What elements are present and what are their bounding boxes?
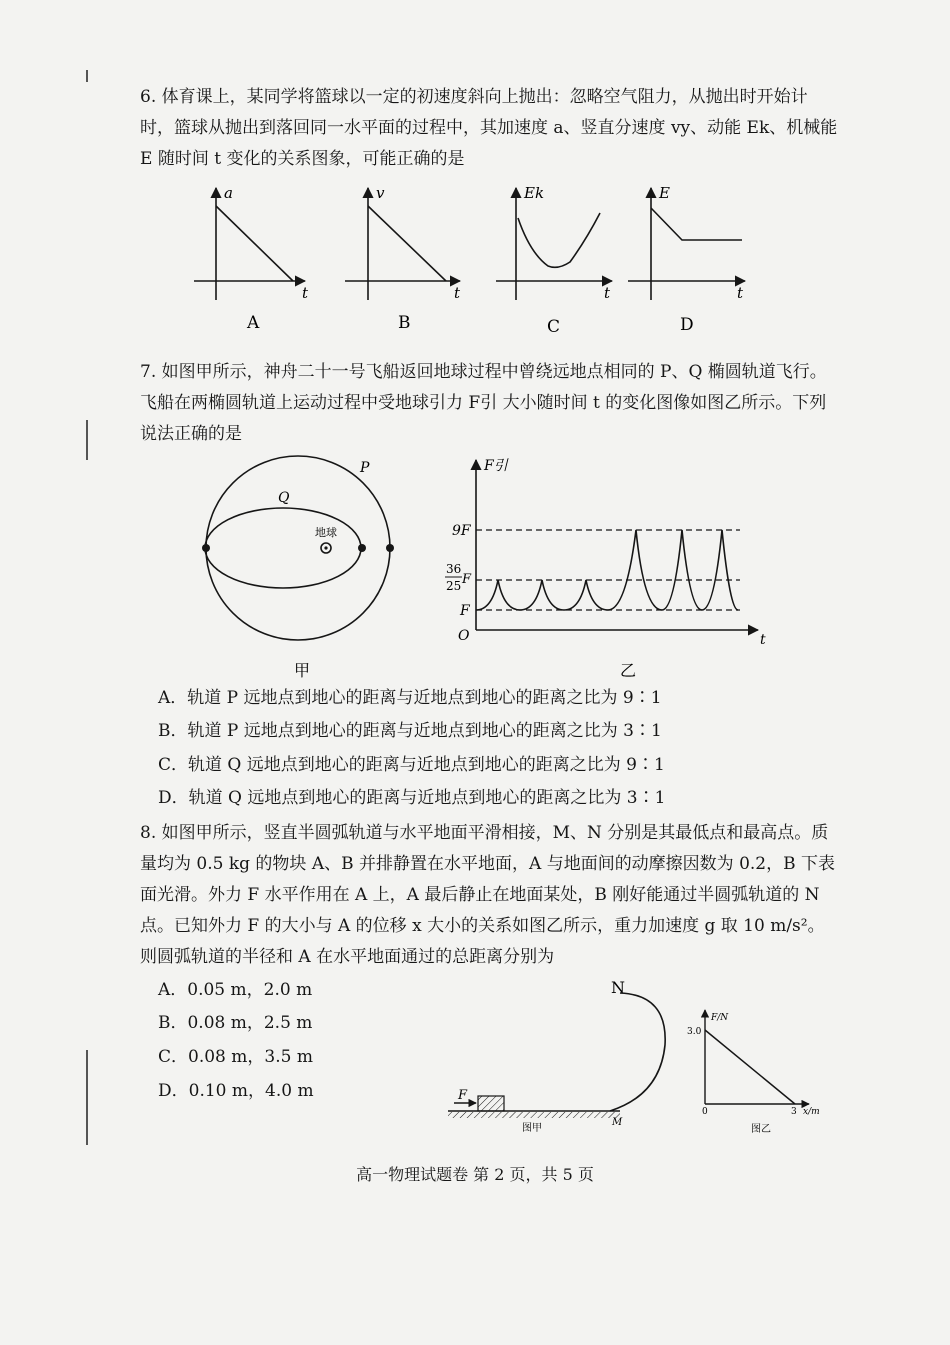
origin-label: O — [458, 628, 470, 644]
graph-b-xlabel: t — [454, 284, 461, 302]
orbit-p-label: P — [360, 460, 370, 476]
orbit-diagram — [190, 450, 420, 690]
graph-c-xlabel: t — [604, 284, 611, 302]
question-6-graphs — [0, 178, 950, 348]
q7-option-c: C．轨道 Q 远地点到地心的距离与近地点到地心的距离之比为 9∶1 — [158, 755, 665, 775]
q8-option-a: A．0.05 m，2.0 m — [158, 980, 313, 1000]
option-b-label: B — [398, 313, 411, 333]
binding-margin-line — [86, 70, 88, 82]
fx-x-tick: 3 — [791, 1107, 797, 1117]
force-curve — [476, 530, 738, 610]
option-a-label: A — [247, 313, 260, 333]
fx-xlabel: x/m — [803, 1107, 820, 1117]
q7-option-a: A．轨道 P 远地点到地心的距离与近地点到地心的距离之比为 9∶1 — [158, 688, 662, 708]
blocks-ab — [478, 1096, 504, 1111]
q8-option-c: C．0.08 m，3.5 m — [158, 1047, 313, 1067]
graph-a — [194, 184, 309, 333]
option-c-label: C — [547, 317, 561, 337]
force-f-label: F — [458, 1088, 468, 1103]
question-6-text: 6. 体育课上，某同学将篮球以一定的初速度斜向上抛出：忽略空气阻力，从抛出时开始计时，篮球从抛出到落回同一水平面的过程中，其加速度 a、竖直分速度 vy、动能 Ek、机械能 E 随时间 t 变化的关系图象，可能正确的是 — [140, 87, 838, 169]
graph-a-xlabel: t — [302, 284, 309, 302]
q8-option-d: D．0.10 m，4.0 m — [158, 1081, 314, 1101]
level-36: 36 — [446, 562, 462, 576]
force-time-graph — [440, 450, 780, 680]
orbit-q-label: Q — [278, 490, 290, 506]
q7-option-b: B．轨道 P 远地点到地心的距离与近地点到地心的距离之比为 3∶1 — [158, 721, 662, 741]
figure-b-caption: 乙 — [620, 661, 637, 680]
graph-b — [345, 184, 461, 333]
question-7 — [140, 357, 840, 450]
semicircle-track — [610, 993, 665, 1111]
binding-margin-line — [86, 420, 88, 460]
figure-a-caption: 甲 — [294, 661, 311, 680]
question-8-text: 8. 如图甲所示，竖直半圆弧轨道与水平地面平滑相接，M、N 分别是其最低点和最高点。质量均为 0.5 kg 的物块 A、B 并排静置在水平地面，A 与地面间的动摩擦因数为 0.2，B 下表面光滑。外力 F 水平作用在 A 上，A 最后静止在地面某处，B 刚好能通过半圆弧轨道的 N 点。已知外力 F 的大小与 A 的位移 x 大小的关系如图乙所示，重力加速度 g 取 10 m/s²。则圆弧轨道的半径和 A 在水平地面通过的总距离分别为 — [140, 823, 836, 967]
binding-margin-line — [86, 1050, 88, 1145]
graph-t-xlabel: t — [760, 632, 766, 648]
level-f: F — [460, 603, 470, 619]
perigee-point-q — [358, 544, 366, 552]
earth-label: 地球 — [315, 526, 337, 539]
fx-y-tick: 3.0 — [687, 1027, 702, 1037]
level-f-suffix: F — [462, 572, 472, 587]
fx-ylabel: F/N — [711, 1013, 729, 1023]
graph-f-ylabel: F引 — [484, 458, 508, 474]
level-25: 25 — [446, 579, 462, 593]
question-8 — [140, 818, 840, 973]
figure-yi-caption: 图乙 — [751, 1124, 771, 1135]
graph-d-ylabel: E — [659, 184, 670, 202]
question-6 — [140, 82, 840, 175]
fx-line — [705, 1030, 795, 1104]
figure-jia-caption: 图甲 — [522, 1123, 542, 1134]
option-d-label: D — [680, 315, 694, 335]
point-m-label: M — [612, 1117, 623, 1128]
graph-b-ylabel: v — [376, 184, 385, 202]
perigee-point-p — [386, 544, 394, 552]
apogee-point — [202, 544, 210, 552]
fx-graph — [685, 1000, 845, 1150]
graph-c-ylabel: Ek — [524, 184, 545, 202]
question-7-text: 7. 如图甲所示，神舟二十一号飞船返回地球过程中曾绕远地点相同的 P、Q 椭圆轨道飞行。飞船在两椭圆轨道上运动过程中受地球引力 F引 大小随时间 t 的变化图像如图乙所示。下列说法正确的是 — [140, 362, 827, 444]
track-diagram — [440, 975, 690, 1135]
graph-a-ylabel: a — [224, 184, 233, 202]
q8-option-b: B．0.08 m，2.5 m — [158, 1013, 313, 1033]
fx-origin: 0 — [702, 1107, 708, 1117]
level-9f: 9F — [452, 523, 471, 539]
graph-d — [628, 184, 745, 335]
q7-option-d: D．轨道 Q 远地点到地心的距离与近地点到地心的距离之比为 3∶1 — [158, 788, 666, 808]
page-footer: 高一物理试题卷 第 2 页，共 5 页 — [356, 1165, 594, 1184]
graph-c — [496, 184, 612, 337]
graph-d-xlabel: t — [737, 284, 744, 302]
point-n-label: N — [611, 978, 625, 997]
